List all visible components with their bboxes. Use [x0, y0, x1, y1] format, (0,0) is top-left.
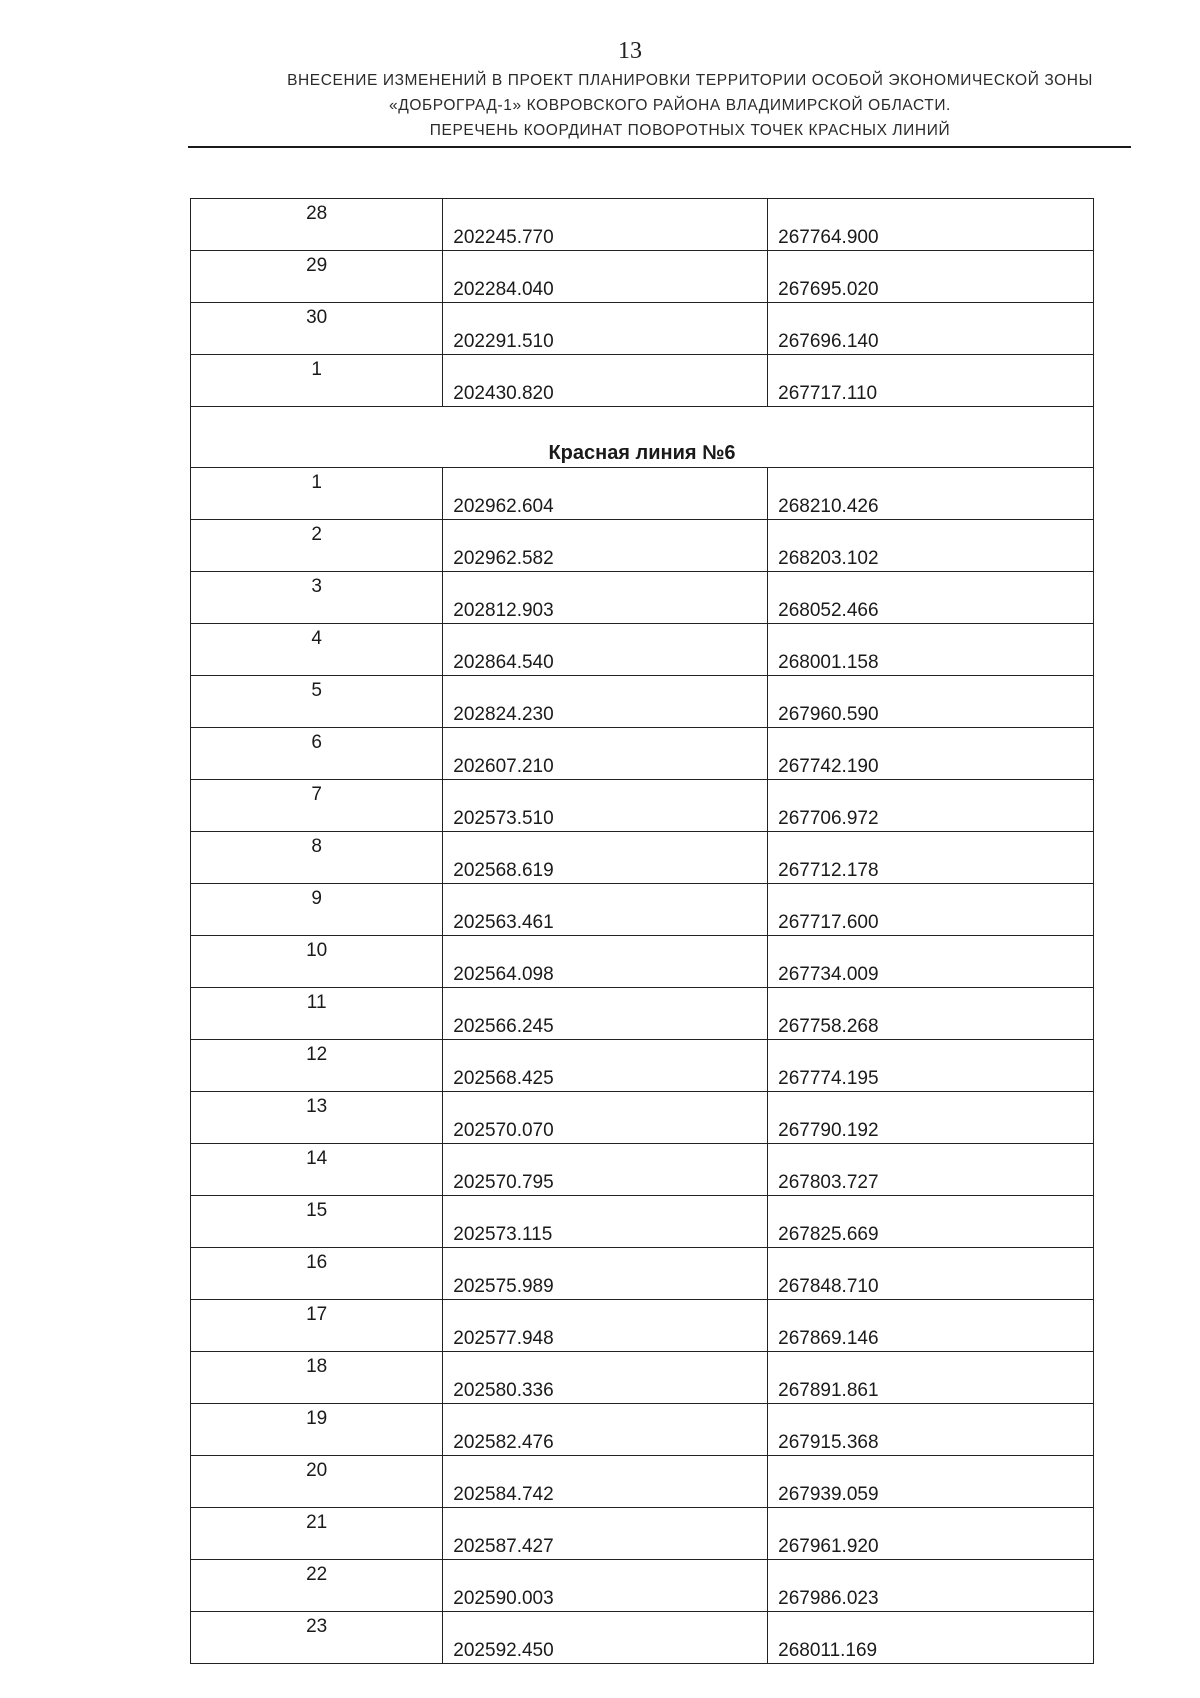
y-coordinate-cell: 268203.102	[768, 520, 1094, 572]
x-coordinate-cell: 202573.115	[443, 1196, 768, 1248]
x-coordinate-cell: 202577.948	[443, 1300, 768, 1352]
point-number-cell: 1	[191, 468, 443, 520]
point-number-cell: 9	[191, 884, 443, 936]
x-coordinate-cell: 202568.425	[443, 1040, 768, 1092]
x-coordinate-cell: 202962.604	[443, 468, 768, 520]
y-coordinate-cell: 267774.195	[768, 1040, 1094, 1092]
table-row	[191, 1456, 1094, 1508]
y-coordinate-cell: 268001.158	[768, 624, 1094, 676]
table-row	[191, 884, 1094, 936]
table-row	[191, 624, 1094, 676]
x-coordinate-cell: 202962.582	[443, 520, 768, 572]
point-number-cell: 10	[191, 936, 443, 988]
x-coordinate-cell: 202587.427	[443, 1508, 768, 1560]
section-title: Красная линия №6	[191, 407, 1094, 468]
y-coordinate-cell: 267960.590	[768, 676, 1094, 728]
point-number-cell: 29	[191, 251, 443, 303]
point-number-cell: 13	[191, 1092, 443, 1144]
y-coordinate-cell: 267717.600	[768, 884, 1094, 936]
y-coordinate-cell: 267961.920	[768, 1508, 1094, 1560]
x-coordinate-cell: 202575.989	[443, 1248, 768, 1300]
point-number-cell: 15	[191, 1196, 443, 1248]
point-number-cell: 2	[191, 520, 443, 572]
table-row	[191, 1560, 1094, 1612]
table-row	[191, 572, 1094, 624]
point-number-cell: 19	[191, 1404, 443, 1456]
document-title-line-2: «ДОБРОГРАД-1» КОВРОВСКОГО РАЙОНА ВЛАДИМИРСКОЙ ОБЛАСТИ.	[389, 97, 951, 114]
point-number-cell: 5	[191, 676, 443, 728]
y-coordinate-cell: 267696.140	[768, 303, 1094, 355]
point-number-cell: 7	[191, 780, 443, 832]
table-row	[191, 199, 1094, 251]
y-coordinate-cell: 268052.466	[768, 572, 1094, 624]
table-row	[191, 468, 1094, 520]
table-row	[191, 1612, 1094, 1664]
table-row	[191, 355, 1094, 407]
point-number-cell: 17	[191, 1300, 443, 1352]
table-row	[191, 988, 1094, 1040]
table-row	[191, 1144, 1094, 1196]
y-coordinate-cell: 267712.178	[768, 832, 1094, 884]
y-coordinate-cell: 268210.426	[768, 468, 1094, 520]
y-coordinate-cell: 267939.059	[768, 1456, 1094, 1508]
document-title-line-1: ВНЕСЕНИЕ ИЗМЕНЕНИЙ В ПРОЕКТ ПЛАНИРОВКИ ТЕРРИТОРИИ ОСОБОЙ ЭКОНОМИЧЕСКОЙ ЗОНЫ	[287, 72, 1093, 89]
point-number-cell: 22	[191, 1560, 443, 1612]
x-coordinate-cell: 202580.336	[443, 1352, 768, 1404]
y-coordinate-cell: 267803.727	[768, 1144, 1094, 1196]
y-coordinate-cell: 267764.900	[768, 199, 1094, 251]
y-coordinate-cell: 267742.190	[768, 728, 1094, 780]
x-coordinate-cell: 202812.903	[443, 572, 768, 624]
x-coordinate-cell: 202570.070	[443, 1092, 768, 1144]
point-number-cell: 30	[191, 303, 443, 355]
header-divider	[188, 146, 1131, 148]
x-coordinate-cell: 202592.450	[443, 1612, 768, 1664]
x-coordinate-cell: 202566.245	[443, 988, 768, 1040]
y-coordinate-cell: 267915.368	[768, 1404, 1094, 1456]
x-coordinate-cell: 202824.230	[443, 676, 768, 728]
point-number-cell: 1	[191, 355, 443, 407]
y-coordinate-cell: 267869.146	[768, 1300, 1094, 1352]
y-coordinate-cell: 267695.020	[768, 251, 1094, 303]
x-coordinate-cell: 202284.040	[443, 251, 768, 303]
y-coordinate-cell: 267706.972	[768, 780, 1094, 832]
x-coordinate-cell: 202568.619	[443, 832, 768, 884]
x-coordinate-cell: 202564.098	[443, 936, 768, 988]
point-number-cell: 21	[191, 1508, 443, 1560]
point-number-cell: 3	[191, 572, 443, 624]
x-coordinate-cell: 202584.742	[443, 1456, 768, 1508]
table-row	[191, 303, 1094, 355]
point-number-cell: 23	[191, 1612, 443, 1664]
y-coordinate-cell: 267717.110	[768, 355, 1094, 407]
x-coordinate-cell: 202430.820	[443, 355, 768, 407]
x-coordinate-cell: 202582.476	[443, 1404, 768, 1456]
y-coordinate-cell: 267848.710	[768, 1248, 1094, 1300]
x-coordinate-cell: 202291.510	[443, 303, 768, 355]
y-coordinate-cell: 267891.861	[768, 1352, 1094, 1404]
x-coordinate-cell: 202570.795	[443, 1144, 768, 1196]
table-row	[191, 1352, 1094, 1404]
table-row	[191, 780, 1094, 832]
table-row	[191, 676, 1094, 728]
table-row	[191, 251, 1094, 303]
table-row	[191, 1040, 1094, 1092]
x-coordinate-cell: 202573.510	[443, 780, 768, 832]
point-number-cell: 12	[191, 1040, 443, 1092]
y-coordinate-cell: 267734.009	[768, 936, 1094, 988]
table-row	[191, 1248, 1094, 1300]
table-row	[191, 936, 1094, 988]
coordinates-table-body	[191, 199, 1094, 1664]
point-number-cell: 18	[191, 1352, 443, 1404]
x-coordinate-cell: 202245.770	[443, 199, 768, 251]
point-number-cell: 28	[191, 199, 443, 251]
table-row	[191, 1092, 1094, 1144]
table-row	[191, 1300, 1094, 1352]
x-coordinate-cell: 202563.461	[443, 884, 768, 936]
table-row	[191, 520, 1094, 572]
coordinates-table	[190, 198, 1094, 1664]
point-number-cell: 16	[191, 1248, 443, 1300]
point-number-cell: 14	[191, 1144, 443, 1196]
table-row	[191, 1404, 1094, 1456]
x-coordinate-cell: 202864.540	[443, 624, 768, 676]
table-row	[191, 832, 1094, 884]
y-coordinate-cell: 267825.669	[768, 1196, 1094, 1248]
point-number-cell: 20	[191, 1456, 443, 1508]
y-coordinate-cell: 267758.268	[768, 988, 1094, 1040]
y-coordinate-cell: 267790.192	[768, 1092, 1094, 1144]
point-number-cell: 4	[191, 624, 443, 676]
y-coordinate-cell: 267986.023	[768, 1560, 1094, 1612]
section-row	[191, 407, 1094, 468]
point-number-cell: 8	[191, 832, 443, 884]
y-coordinate-cell: 268011.169	[768, 1612, 1094, 1664]
page-number: 13	[618, 38, 642, 64]
table-row	[191, 1196, 1094, 1248]
point-number-cell: 11	[191, 988, 443, 1040]
x-coordinate-cell: 202590.003	[443, 1560, 768, 1612]
table-row	[191, 728, 1094, 780]
x-coordinate-cell: 202607.210	[443, 728, 768, 780]
document-title-line-3: ПЕРЕЧЕНЬ КООРДИНАТ ПОВОРОТНЫХ ТОЧЕК КРАСНЫХ ЛИНИЙ	[429, 122, 951, 139]
table-row	[191, 1508, 1094, 1560]
point-number-cell: 6	[191, 728, 443, 780]
